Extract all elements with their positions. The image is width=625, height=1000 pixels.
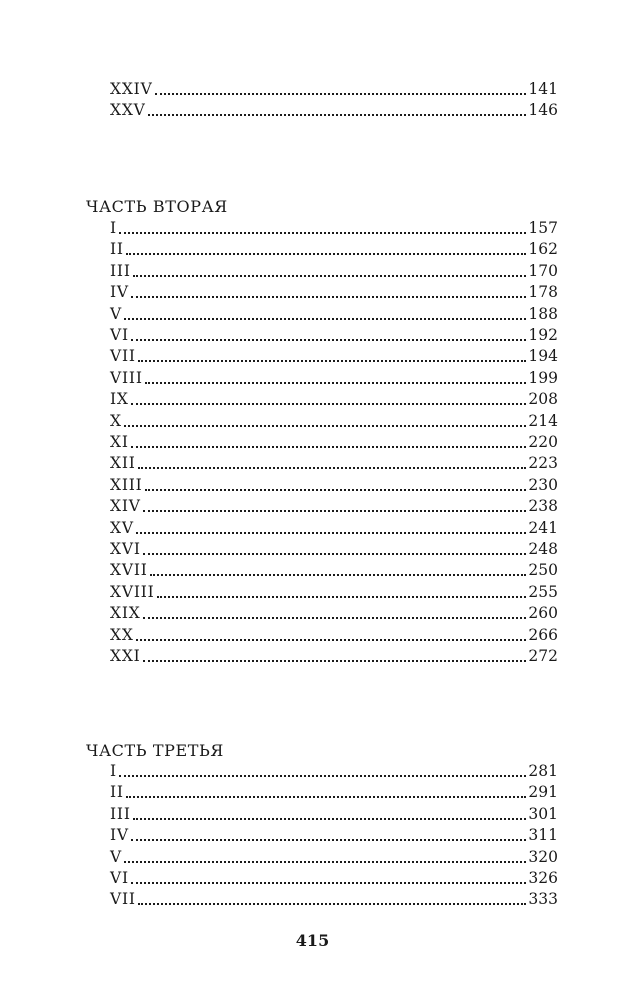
chapter-number: XXIV [110, 80, 153, 98]
dot-leader [143, 510, 527, 512]
chapter-number: VII [110, 347, 136, 366]
toc-entry [110, 239, 558, 260]
dot-leader [131, 839, 526, 841]
toc-entry [110, 411, 558, 432]
chapter-number: XI [110, 433, 129, 451]
page-ref: 162 [528, 240, 558, 259]
dot-leader [131, 339, 526, 341]
chapter-number: XVII [110, 561, 148, 580]
page-ref: 291 [528, 783, 558, 802]
page-ref: 214 [528, 411, 558, 430]
toc-entry [110, 889, 558, 910]
toc-entry [110, 282, 558, 303]
page-ref: 272 [528, 647, 558, 665]
dot-leader [131, 403, 527, 405]
dot-leader [150, 574, 527, 576]
toc-entry [110, 389, 558, 410]
page-ref: 141 [528, 80, 558, 98]
page-ref: 326 [528, 869, 558, 887]
part-two-heading: ЧАСТЬ ВТОРАЯ [86, 197, 228, 216]
toc-entry [110, 218, 558, 239]
chapter-number: III [110, 804, 131, 823]
toc-entry [110, 325, 558, 346]
dot-leader [155, 93, 527, 95]
page-number: 415 [295, 931, 330, 950]
page-ref: 223 [528, 454, 558, 473]
chapter-number: XIX [110, 604, 141, 623]
chapter-number: V [110, 847, 122, 866]
page-ref: 230 [528, 475, 558, 494]
page-ref: 333 [528, 890, 558, 909]
dot-leader [143, 553, 527, 555]
dot-leader [143, 617, 527, 619]
toc-entry [110, 825, 558, 846]
toc-entry [110, 432, 558, 453]
dot-leader [124, 861, 526, 863]
dot-leader [133, 275, 527, 277]
toc-entry [110, 868, 558, 889]
dot-leader [119, 775, 526, 777]
chapter-number: I [110, 219, 117, 237]
toc-entry [110, 761, 558, 782]
chapter-number: IV [110, 283, 129, 302]
toc-entry [110, 79, 558, 100]
dot-leader [119, 232, 526, 234]
toc-entry [110, 100, 558, 121]
dot-leader [138, 467, 527, 469]
dot-leader [126, 796, 527, 798]
chapter-number: VI [110, 869, 129, 887]
page-ref: 301 [528, 804, 558, 823]
dot-leader [143, 660, 527, 662]
toc-entry [110, 496, 558, 517]
chapter-number: IX [110, 390, 129, 409]
toc-entry [110, 261, 558, 282]
dot-leader [145, 382, 527, 384]
dot-leader [148, 114, 527, 116]
chapter-number: XVI [110, 540, 141, 558]
dot-leader [136, 532, 527, 534]
dot-leader [124, 318, 526, 320]
chapter-number: VIII [110, 368, 143, 387]
dot-leader [124, 425, 527, 427]
page-ref: 238 [528, 497, 558, 516]
page-ref: 266 [528, 625, 558, 644]
page-ref: 188 [528, 304, 558, 323]
toc-entry [110, 646, 558, 667]
dot-leader [131, 882, 526, 884]
toc-entry [110, 582, 558, 603]
dot-leader [138, 360, 527, 362]
page-ref: 320 [528, 847, 558, 866]
page-ref: 220 [528, 433, 558, 451]
chapter-number: IV [110, 826, 129, 845]
page-ref: 248 [528, 540, 558, 558]
page-ref: 281 [528, 762, 558, 780]
toc-entry [110, 539, 558, 560]
chapter-number: XII [110, 454, 136, 473]
chapter-number: XIII [110, 475, 143, 494]
toc-entry [110, 453, 558, 474]
dot-leader [126, 253, 527, 255]
dot-leader [131, 296, 526, 298]
chapter-number: XV [110, 518, 134, 537]
chapter-number: XIV [110, 497, 141, 516]
dot-leader [138, 903, 527, 905]
page-ref: 208 [528, 390, 558, 409]
toc-entry [110, 560, 558, 581]
page-ref: 178 [528, 283, 558, 302]
dot-leader [133, 818, 527, 820]
page-ref: 199 [528, 368, 558, 387]
chapter-number: X [110, 411, 122, 430]
toc-entry [110, 847, 558, 868]
page-ref: 194 [528, 347, 558, 366]
dot-leader [157, 596, 527, 598]
dot-leader [145, 489, 527, 491]
toc-entry [110, 518, 558, 539]
page-ref: 170 [528, 261, 558, 280]
chapter-number: XX [110, 625, 134, 644]
dot-leader [131, 446, 527, 448]
page-ref: 255 [528, 582, 558, 601]
toc-entry [110, 475, 558, 496]
toc-entry [110, 603, 558, 624]
toc-entry [110, 368, 558, 389]
page-ref: 192 [528, 326, 558, 344]
dot-leader [136, 639, 527, 641]
page-ref: 260 [528, 604, 558, 623]
page-ref: 157 [528, 219, 558, 237]
toc-entry [110, 804, 558, 825]
toc-entry [110, 346, 558, 367]
chapter-number: VII [110, 890, 136, 909]
chapter-number: XXV [110, 101, 146, 120]
toc-entry [110, 782, 558, 803]
chapter-number: III [110, 261, 131, 280]
page-ref: 311 [528, 826, 558, 845]
chapter-number: V [110, 304, 122, 323]
chapter-number: XVIII [110, 582, 155, 601]
page-ref: 241 [528, 518, 558, 537]
chapter-number: II [110, 240, 124, 259]
page-ref: 146 [528, 101, 558, 120]
part-three-heading: ЧАСТЬ ТРЕТЬЯ [86, 741, 224, 760]
toc-entry [110, 304, 558, 325]
chapter-number: VI [110, 326, 129, 344]
page-ref: 250 [528, 561, 558, 580]
chapter-number: I [110, 762, 117, 780]
chapter-number: II [110, 783, 124, 802]
chapter-number: XXI [110, 647, 141, 665]
toc-entry [110, 625, 558, 646]
